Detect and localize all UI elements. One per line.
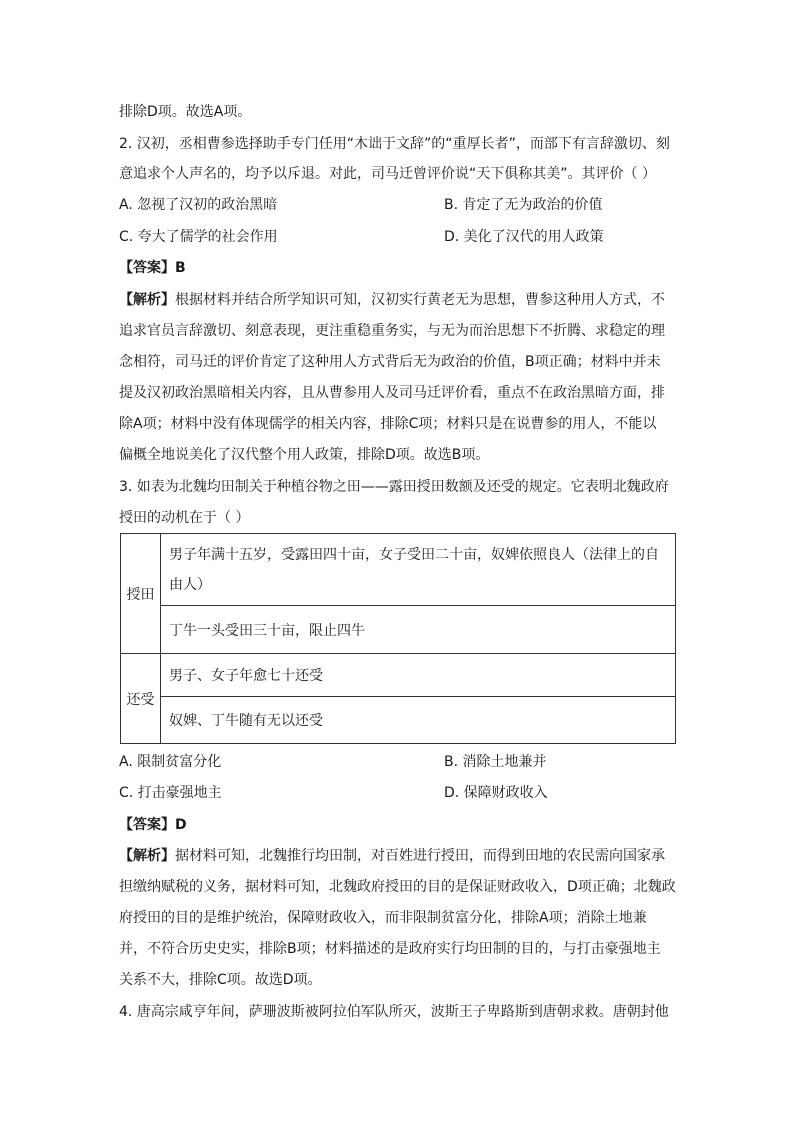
question-3-stem: 3. 如表为北魏均田制关于种植谷物之田——露田授田数额及还受的规定。它表明北魏政府 <box>119 479 669 495</box>
q3-answer: 【答案】D <box>119 817 187 833</box>
analysis-label: 【解析】 <box>119 848 175 864</box>
table-group-head: 还受 <box>121 654 161 744</box>
q2-analysis-line: 除A项；材料中没有体现儒学的相关内容，排除C项；材料只是在说曹参的用人，不能以 <box>119 416 657 432</box>
question-2-stem: 2. 汉初，丞相曹参选择助手专门任用“木诎于文辞”的“重厚长者”，而部下有言辞激切、刻 <box>119 136 670 152</box>
question-2-stem-cont: 意追求个人声名的，均予以斥退。对此，司马迁曾评价说“天下俱称其美”。其评价（ ） <box>119 166 656 182</box>
q2-option-b: B. 肯定了无为政治的价值 <box>444 197 603 213</box>
q3-analysis-line: 府授田的目的是维护统治，保障财政收入，而非限制贫富分化，排除A项；消除土地兼 <box>119 910 647 926</box>
q3-option-a: A. 限制贫富分化 <box>119 754 222 770</box>
analysis-label: 【解析】 <box>119 292 175 308</box>
table-cell: 男子、女子年愈七十还受 <box>161 654 676 697</box>
table-cell: 丁牛一头受田三十亩，限止四牛 <box>161 606 676 654</box>
q2-option-d: D. 美化了汉代的用人政策 <box>444 229 604 245</box>
table-group-head: 授田 <box>121 534 161 654</box>
table-cell <box>161 534 676 606</box>
q2-analysis-line: 追求官员言辞激切、刻意表现，更注重稳重务实，与无为而治思想下不折腾、求稳定的理 <box>119 323 665 339</box>
table-cell-text: 男子年满十五岁，受露田四十亩，女子受田二十亩，奴婢依照良人（法律上的自由人） <box>169 546 659 593</box>
q3-analysis: 【解析】据材料可知，北魏推行均田制，对百姓进行授田，而得到田地的农民需向国家承 <box>119 848 665 864</box>
q3-analysis-line: 关系不大，排除C项。故选D项。 <box>119 972 322 988</box>
q2-answer: 【答案】B <box>119 260 186 276</box>
q3-option-c: C. 打击豪强地主 <box>119 785 222 801</box>
text-line: 排除D项。故选A项。 <box>119 104 252 120</box>
q2-analysis-line: 念相符，司马迁的评价肯定了这种用人方式背后无为政治的价值，B项正确；材料中并未 <box>119 354 661 370</box>
q2-option-a: A. 忽视了汉初的政治黑暗 <box>119 197 278 213</box>
table-cell: 奴婢、丁牛随有无以还受 <box>161 697 676 744</box>
question-3-stem-cont: 授田的动机在于（ ） <box>119 510 250 526</box>
q3-option-b: B. 消除土地兼并 <box>444 754 547 770</box>
land-equalization-table <box>120 533 676 744</box>
q2-analysis-line: 提及汉初政治黑暗相关内容，且从曹参用人及司马迁评价看，重点不在政治黑暗方面，排 <box>119 385 665 401</box>
question-4-stem: 4. 唐高宗咸亨年间，萨珊波斯被阿拉伯军队所灭，波斯王子卑路斯到唐朝求救。唐朝封他 <box>119 1004 669 1020</box>
q2-analysis: 【解析】根据材料并结合所学知识可知，汉初实行黄老无为思想，曹参这种用人方式，不 <box>119 292 665 308</box>
q3-analysis-line: 并，不符合历史史实，排除B项；材料描述的是政府实行均田制的目的，与打击豪强地主 <box>119 941 661 957</box>
q2-analysis-line: 偏概全地说美化了汉代整个用人政策，排除D项。故选B项。 <box>119 447 490 463</box>
q3-option-d: D. 保障财政收入 <box>444 785 548 801</box>
q2-option-c: C. 夸大了儒学的社会作用 <box>119 229 278 245</box>
q3-analysis-line: 担缴纳赋税的义务，据材料可知，北魏政府授田的目的是保证财政收入，D项正确；北魏政 <box>119 879 676 895</box>
